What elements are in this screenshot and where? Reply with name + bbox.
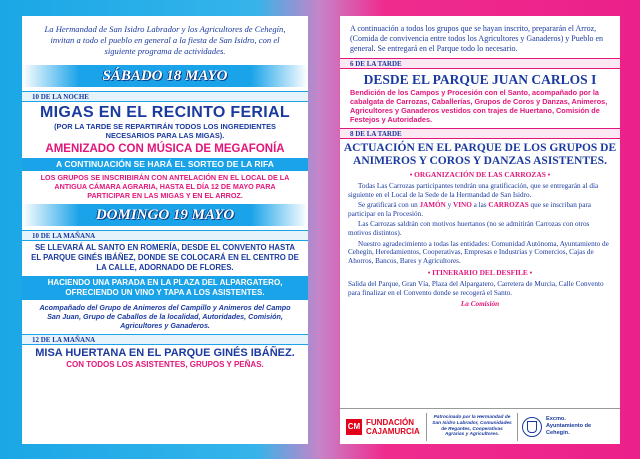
acompanado-text: Acompañado del Grupo de Animeros del Campillo y Animeros del Campo San Juan, Grupo de Caballos de la localidad, Autoridades, Comisión, Agricultores y Ganaderos. <box>39 303 291 330</box>
misa-subtitle: CON TODOS LOS ASISTENTES, GRUPOS Y PEÑAS. <box>66 360 264 369</box>
parque-title: DESDE EL PARQUE JUAN CARLOS I <box>363 72 597 87</box>
rifa-banner: A CONTINUACIÓN SE HARÁ EL SORTEO DE LA RIFA <box>22 158 308 171</box>
saturday-date-banner: SÁBADO 18 MAYO <box>22 65 308 87</box>
arroz-intro: A continuación a todos los grupos que se hayan inscrito, prepararán el Arroz, (Comida de convivencia entre todos los Agricultores y Ganaderos) y Pueblo en general. Se entregará en el Parque todo lo necesario. <box>350 24 604 53</box>
migas-note: (POR LA TARDE SE REPARTIRÁN TODOS LOS INGREDIENTES NECESARIOS PARA LAS MIGAS). <box>54 122 276 140</box>
patrocinado-text: Patrocinado por la Hermandad de San Isidro Labrador, Comunidades de Regantes, Cooperativas Agrarias y Agricultores. <box>432 415 512 438</box>
itinerario-heading: • ITINERARIO DEL DESFILE • <box>427 268 533 278</box>
grupos-note: LOS GRUPOS SE INSCRIBIRÁN CON ANTELACIÓN EN EL LOCAL DE LA ANTIGUA CÁMARA AGRARIA, HASTA EL DÍA 12 DE MAYO PARA PARTICIPAR EN LAS MIGAS Y EN EL ARROZ. <box>40 173 290 200</box>
sponsors-bar <box>340 408 620 444</box>
time-tag-afternoon-8: 8 DE LA TARDE <box>340 128 620 139</box>
actuacion-title: ACTUACIÓN EN EL PARQUE DE LOS GRUPOS DE ANIMEROS Y COROS Y DANZAS ASISTENTES. <box>343 142 617 167</box>
carrozas-paragraph-1: Todas Las Carrozas participantes tendrán una gratificación, que se entregarán al día siguiente en el Local de la Sede de la Hermandad de San Isidro. <box>348 182 599 199</box>
ayuntamiento-seal-icon <box>522 417 542 437</box>
time-tag-night: 10 DE LA NOCHE <box>22 91 308 102</box>
organizacion-heading: • ORGANIZACIÓN DE LAS CARROZAS • <box>409 170 551 179</box>
time-tag-morning-12: 12 DE LA MAÑANA <box>22 334 308 345</box>
divider <box>517 413 518 441</box>
romeria-text: SE LLEVARÁ AL SANTO EN ROMERÍA, DESDE EL CONVENTO HASTA EL PARQUE GINÉS IBÁÑEZ, DONDE SE COLOCARÁ EN EL CENTRO DE LA CALLE, ADORNADO DE FLORES. <box>31 243 299 272</box>
left-panel <box>22 16 308 444</box>
carrozas-paragraph-2: Se gratificará con un JAMÓN y VINO a las CARROZAS que se inscriban para participar en la Procesión. <box>348 201 591 218</box>
parada-banner: HACIENDO UNA PARADA EN LA PLAZA DEL ALPARGATERO, OFRECIENDO UN VINO Y TAPA A LOS ASISTENTES. <box>22 276 308 300</box>
migas-title: MIGAS EN EL RECINTO FERIAL <box>40 104 290 121</box>
cajamurcia-logo-icon: CM <box>346 419 362 435</box>
signature: La Comisión <box>460 299 500 308</box>
itinerario-paragraph: Salida del Parque, Gran Vía, Plaza del Alpargatero, Carretera de Murcia, Calle Convento para finalizar en el Convento donde se recogerá el Santo. <box>348 280 604 297</box>
agradecimiento-paragraph: Nuestro agradecimiento a todas las entidades: Comunidad Autónoma, Ayuntamiento de Cehegín, Heredamientos, Cooperativas, Empresas e Industrias y Comercios, Cajas de Ahorros, Bancos, Bares y Agricultores. <box>348 239 609 265</box>
intro-text: La Hermandad de San Isidro Labrador y los Agricultores de Cehegín, invitan a todo el pueblo en general a la fiesta de San Isidro, con el siguiente programa de actividades. <box>44 24 286 56</box>
fundacion-name: FUNDACIÓN CAJAMURCIA <box>366 417 420 436</box>
sunday-date-banner: DOMINGO 19 MAYO <box>22 204 308 226</box>
bendicion-text: Bendición de los Campos y Procesión con el Santo, acompañado por la cabalgata de Carrozas, Caballerías, Grupos de Coros y Danzas, Animeros, Agricultores y Ganaderos vestidos con trajes de Huertano, Comisión de Festejos y Autoridades. <box>350 88 608 124</box>
misa-title: MISA HUERTANA EN EL PARQUE GINÉS IBÁÑEZ. <box>35 347 295 359</box>
megafonia-title: AMENIZADO CON MÚSICA DE MEGAFONÍA <box>45 143 285 155</box>
ayuntamiento-name: Excmo. Ayuntamiento de Cehegín. <box>546 416 592 436</box>
carrozas-paragraph-3: Las Carrozas saldrán con motivos huertanos (no se admitirán Carrozas con otros motivos distintos). <box>348 220 590 237</box>
time-tag-morning-10: 10 DE LA MAÑANA <box>22 230 308 241</box>
divider <box>426 413 427 441</box>
time-tag-afternoon-6: 6 DE LA TARDE <box>340 58 620 69</box>
right-panel <box>340 16 620 444</box>
